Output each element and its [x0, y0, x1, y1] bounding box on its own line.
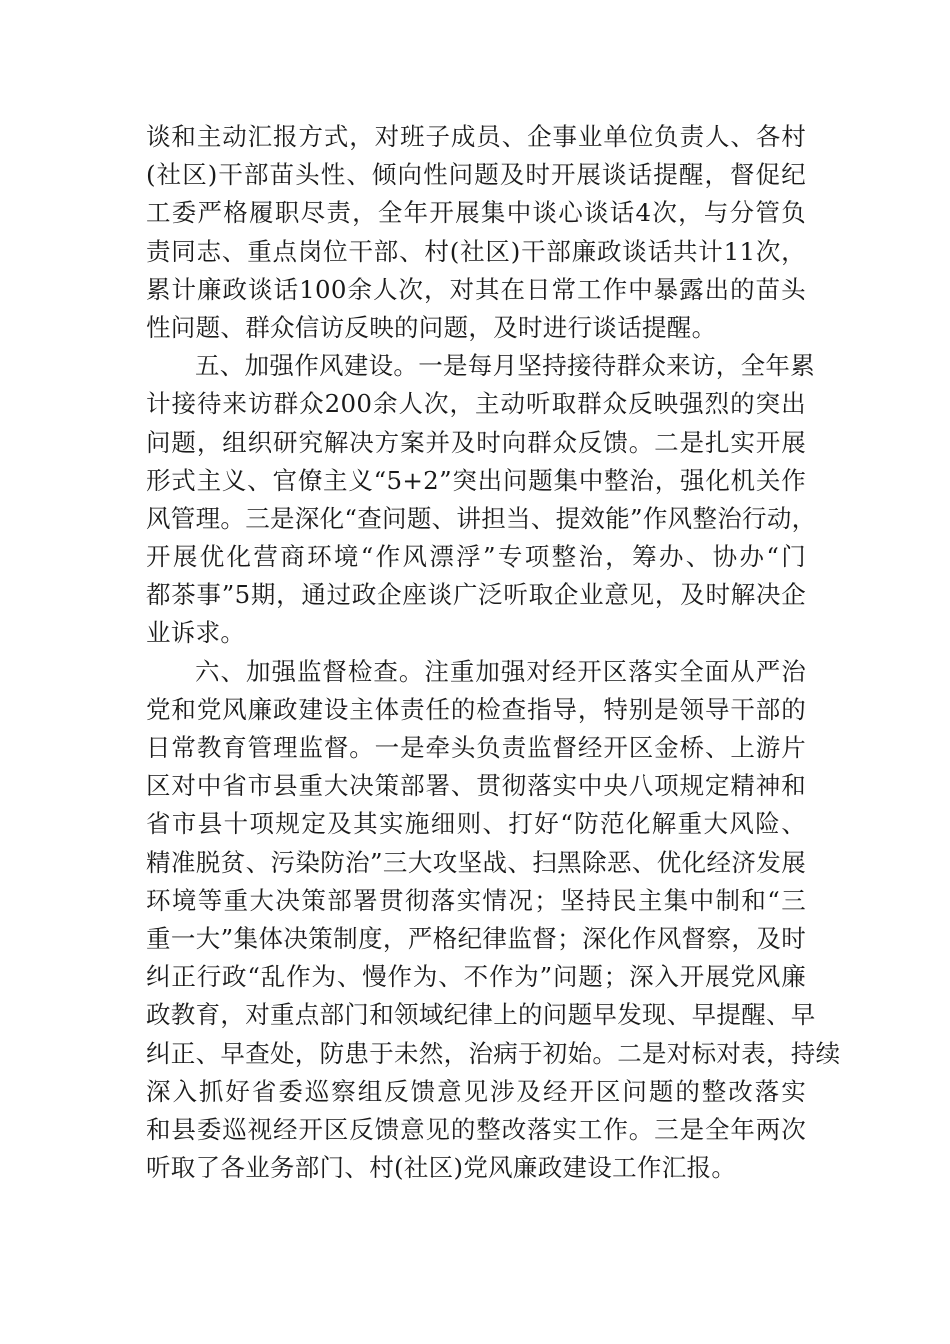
- text-line: 和县委巡视经开区反馈意见的整改落实工作。三是全年两次: [146, 1114, 806, 1144]
- text-line: 工委严格履职尽责，全年开展集中谈心谈话4次，与分管负: [146, 198, 806, 228]
- text-line: 计接待来访群众200余人次，主动听取群众反映强烈的突出: [146, 389, 806, 419]
- text-line: 都茶事”5期，通过政企座谈广泛听取企业意见，及时解决企: [146, 580, 806, 610]
- paragraph-first-line: 五、加强作风建设。一是每月坚持接待群众来访，全年累: [195, 351, 815, 381]
- text-line: 开展优化营商环境“作风漂浮”专项整治，筹办、协办“门: [146, 542, 806, 572]
- text-line: 谈和主动汇报方式，对班子成员、企事业单位负责人、各村: [146, 122, 806, 151]
- text-line: 纠正行政“乱作为、慢作为、不作为”问题；深入开展党风廉: [146, 962, 806, 992]
- text-line: 党和党风廉政建设主体责任的检查指导，特别是领导干部的: [146, 694, 806, 724]
- text-line: 责同志、重点岗位干部、村(社区)干部廉政谈话共计11次，: [146, 236, 806, 266]
- text-line: 业诉求。: [146, 618, 246, 648]
- text-line: 政教育，对重点部门和领域纪律上的问题早发现、早提醒、早: [146, 1000, 816, 1030]
- document-body: [146, 118, 841, 1187]
- text-line: 区对中省市县重大决策部署、贯彻落实中央八项规定精神和: [146, 771, 806, 801]
- text-line: (社区)干部苗头性、倾向性问题及时开展谈话提醒，督促纪: [146, 160, 806, 190]
- paragraph-first-line: 六、加强监督检查。注重加强对经开区落实全面从严治: [195, 656, 806, 686]
- text-line: 性问题、群众信访反映的问题，及时进行谈话提醒。: [146, 312, 717, 342]
- text-line: 环境等重大决策部署贯彻落实情况；坚持民主集中制和“三: [146, 885, 806, 915]
- text-line: 纠正、早查处，防患于未然，治病于初始。二是对标对表，持续: [146, 1038, 841, 1068]
- text-line: 日常教育管理监督。一是牵头负责监督经开区金桥、上游片: [146, 733, 806, 762]
- text-line: 省市县十项规定及其实施细则、打好“防范化解重大风险、: [146, 809, 806, 839]
- text-line: 精准脱贫、污染防治”三大攻坚战、扫黑除恶、优化经济发展: [146, 847, 806, 877]
- text-line: 形式主义、官僚主义“5+2”突出问题集中整治，强化机关作: [146, 465, 806, 495]
- text-line: 听取了各业务部门、村(社区)党风廉政建设工作汇报。: [146, 1153, 737, 1183]
- text-line: 风管理。三是深化“查问题、讲担当、提效能”作风整治行动，: [146, 503, 817, 533]
- text-line: 重一大”集体决策制度，严格纪律监督；深化作风督察，及时: [146, 923, 806, 953]
- text-line: 深入抓好省委巡察组反馈意见涉及经开区问题的整改落实: [146, 1076, 806, 1106]
- text-line: 问题，组织研究解决方案并及时向群众反馈。二是扎实开展: [146, 427, 806, 457]
- text-line: 累计廉政谈话100余人次，对其在日常工作中暴露出的苗头: [146, 274, 806, 304]
